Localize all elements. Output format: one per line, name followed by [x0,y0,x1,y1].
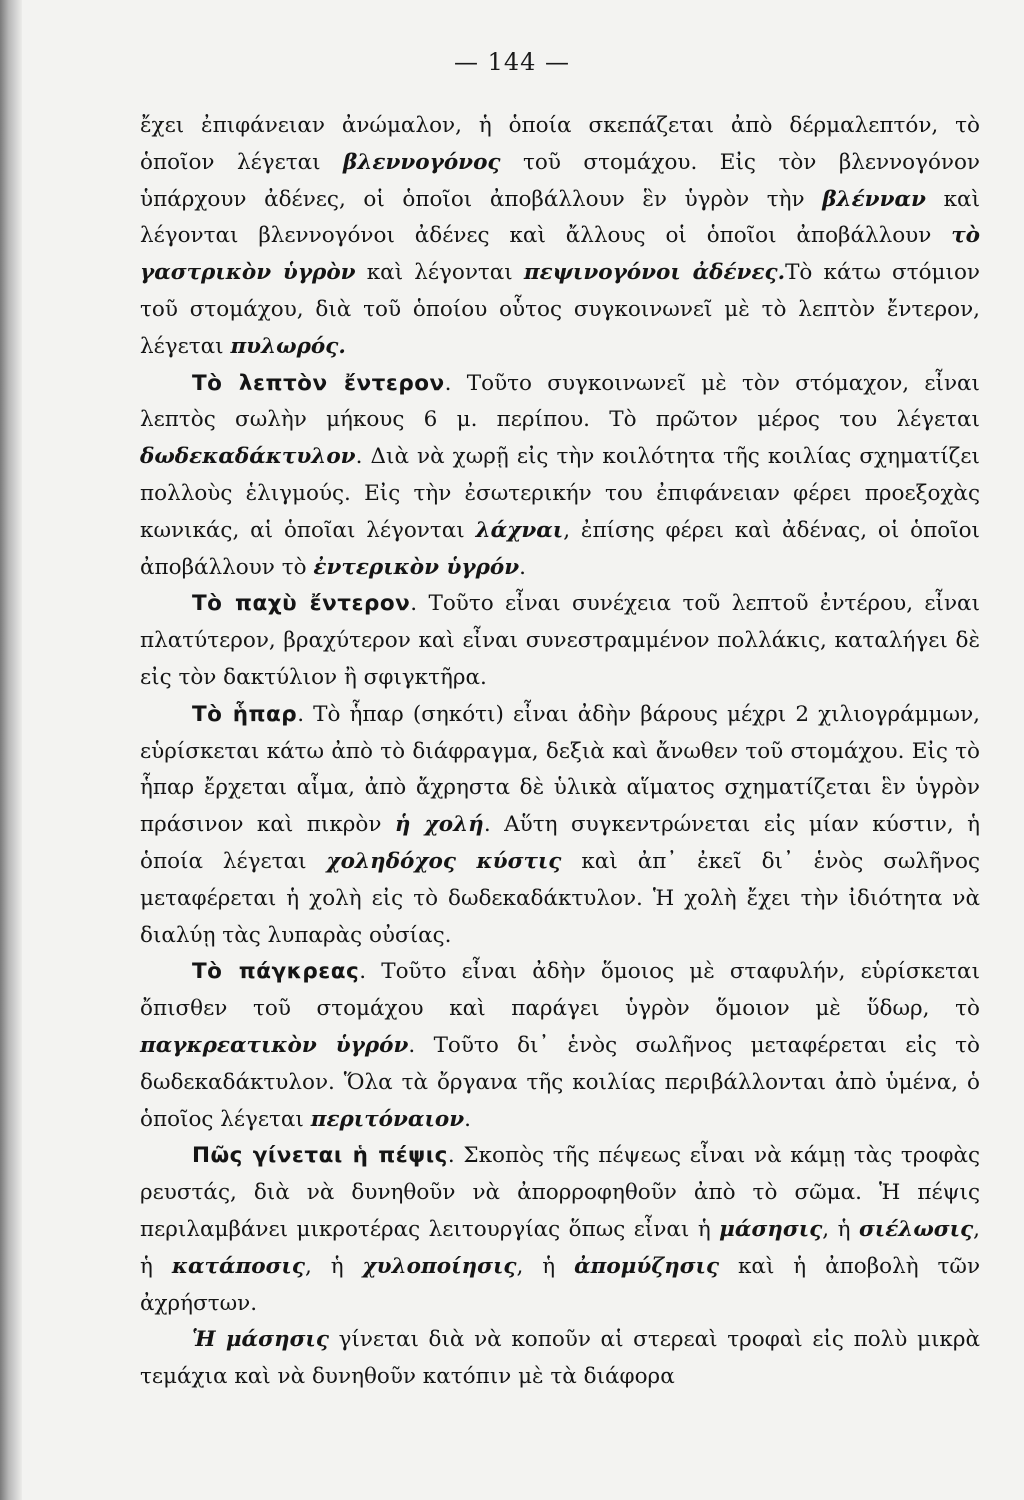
paragraph-mastication [140,1322,980,1396]
text-run: καὶ ἀπ᾿ ἐκεῖ δι᾿ ἑνὸς σωλῆνος μεταφέρεται ἡ χολὴ εἰς τὸ δωδεκαδάκτυλον. Ἡ χολὴ ἔχει τὴν ἰδιότητα νὰ διαλύῃ τὰς λυπαρὰς οὐσίας. [140,848,980,948]
heading-pancreas: Τὸ πάγκρεας [192,959,360,985]
term-pepsinogen-glands: πεψινογόνοι ἀδένες. [523,260,786,286]
text-run: Τὸ κάτω στόμιον τοῦ στομάχου, διὰ τοῦ ὁποίου οὗτος συγκοινωνεῖ μὲ τὸ λεπτὸν ἔντερον, λέγεται [140,260,980,359]
heading-digestion: Πῶς γίνεται ἡ πέψις [192,1143,448,1169]
binding-shadow [0,0,22,1500]
text-run: . [464,1106,471,1132]
text-run: . Τοῦτο εἶναι ἀδὴν ὅμοιος μὲ σταφυλήν, εὑρίσκεται ὄπισθεν τοῦ στομάχου καὶ παράγει ὑγρὸν ὅμοιον μὲ ὕδωρ, τὸ [140,959,981,1022]
text-run: , ἐπίσης φέρει καὶ ἀδένας, οἱ ὁποῖοι ἀποβάλλουν τὸ [140,517,980,580]
text-run: . Τοῦτο δι᾿ ἑνὸς σωλῆνος μεταφέρεται εἰς τὸ δωδεκαδάκτυλον. Ὅλα τὰ ὄργανα τῆς κοιλίας περιβάλλονται ἀπὸ ὑμένα, ὁ ὁποῖος λέγεται [140,1032,981,1132]
text-run: , ἡ [822,1216,859,1242]
text-run: , ἡ [140,1216,980,1279]
term-swallowing: κατάποσις [171,1253,305,1279]
paragraph-large-intestine [140,586,980,696]
paragraph-liver [140,697,980,955]
heading-small-intestine: Τὸ λεπτὸν ἔντερον [192,370,445,396]
text-run: . Διὰ νὰ χωρῇ εἰς τὴν κοιλότητα τῆς κοιλίας σχηματίζει πολλοὺς ἑλιγμούς. Εἰς τὴν ἐσωτερικήν του ἐπιφάνειαν φέρει προεξοχὰς κωνικάς, αἱ ὁποῖαι λέγονται [140,444,980,543]
paragraph-digestion [140,1138,980,1322]
text-run: , ἡ [304,1253,363,1279]
term-gastric-juice: τὸ γαστρικὸν ὑγρὸν [140,223,980,286]
term-salivation: σιέλωσις [858,1216,974,1242]
text-run: . Τοῦτο εἶναι συνέχεια τοῦ λεπτοῦ ἐντέρου, εἶναι πλατύτερον, βραχύτερον καὶ εἶναι συνεστραμμένον πολλάκις, καταλήγει δὲ εἰς τὸν δακτύλιον ἢ σφιγκτῆρα. [140,591,980,690]
term-gallbladder: χοληδόχος κύστις [326,848,562,874]
term-peritoneum: περιτόναιον [310,1106,465,1132]
text-run: . Σκοπὸς τῆς πέψεως εἶναι νὰ κάμῃ τὰς τροφὰς ρευστάς, διὰ νὰ δυνηθοῦν νὰ ἀπορροφηθοῦν ἀπὸ τὸ σῶμα. Ἡ πέψις περιλαμβάνει μικροτέρας λειτουργίας ὅπως εἶναι ἡ [140,1143,981,1242]
text-run: καὶ λέγονται [355,260,524,286]
term-absorption: ἀπομύζησις [574,1253,720,1279]
heading-liver: Τὸ ἧπαρ [192,701,298,727]
text-run: τοῦ στομάχου. Εἰς τὸν βλεννογόνον ὑπάρχουν ἀδένες, οἱ ὁποῖοι ἀποβάλλουν ἓν ὑγρὸν τὴν [140,149,980,212]
text-run: . Τὸ ἧπαρ (σηκότι) εἶναι ἀδὴν βάρους μέχρι 2 χιλιογράμμων, εὑρίσκεται κάτω ἀπὸ τὸ διάφραγμα, δεξιὰ καὶ ἄνωθεν τοῦ στομάχου. Εἰς τὸ ἧπαρ ἔρχεται αἷμα, ἀπὸ ἄχρηστα δὲ ὑλικὰ αἵματος σχηματίζεται ἓν ὑγρὸν πράσινον καὶ πικρὸν [140,701,980,838]
term-mucus: βλένναν [822,186,926,212]
paragraph-pancreas [140,954,980,1138]
page-number: — 144 — [453,48,571,76]
text-run: γίνεται διὰ νὰ κοποῦν αἱ στερεαὶ τροφαὶ εἰς πολὺ μικρὰ τεμάχια καὶ νὰ δυνηθοῦν κατόπιν μὲ τὰ διάφορα [140,1327,981,1390]
text-run: καὶ ἡ ἀποβολὴ τῶν ἀχρήστων. [140,1253,981,1316]
text-run: . Τοῦτο συγκοινωνεῖ μὲ τὸν στόμαχον, εἶναι λεπτὸς σωλὴν μήκους 6 μ. περίπου. Τὸ πρῶτον μέρος του λέγεται [140,370,980,433]
paragraph-stomach-continued [140,108,980,366]
text-run: , ἡ [516,1253,575,1279]
term-intestinal-juice: ἐντερικὸν ὑγρόν [313,554,520,580]
heading-large-intestine: Τὸ παχὺ ἔντερον [192,591,411,617]
paragraph-small-intestine [140,366,980,587]
text-run: καὶ λέγονται βλεννογόνοι ἀδένες καὶ ἄλλους οἱ ὁποῖοι ἀποβάλλουν [140,186,980,249]
term-chylification: χυλοποίησις [362,1253,517,1279]
term-mastication-lead: Ἡ μάσησις [192,1327,329,1353]
term-pylorus: πυλωρός. [230,333,346,359]
text-run: . Αὕτη συγκεντρώνεται εἰς μίαν κύστιν, ἡ ὁποία λέγεται [140,812,981,874]
term-mucosa: βλεννογόνος [343,149,501,175]
text-run: ἔχει ἐπιφάνειαν ἀνώμαλον, ἡ ὁποία σκεπάζεται ἀπὸ δέρμαλεπτόν, τὸ ὁποῖον λέγεται [140,113,980,175]
term-mastication: μάσησις [719,1216,823,1242]
body-text [140,108,980,1396]
term-duodenum: δωδεκαδάκτυλον [140,444,356,470]
term-bile: ἡ χολή [394,812,484,838]
term-villi: λάχναι [475,517,564,543]
text-run: . [519,554,526,580]
term-pancreatic-juice: παγκρεατικὸν ὑγρόν [140,1032,409,1058]
